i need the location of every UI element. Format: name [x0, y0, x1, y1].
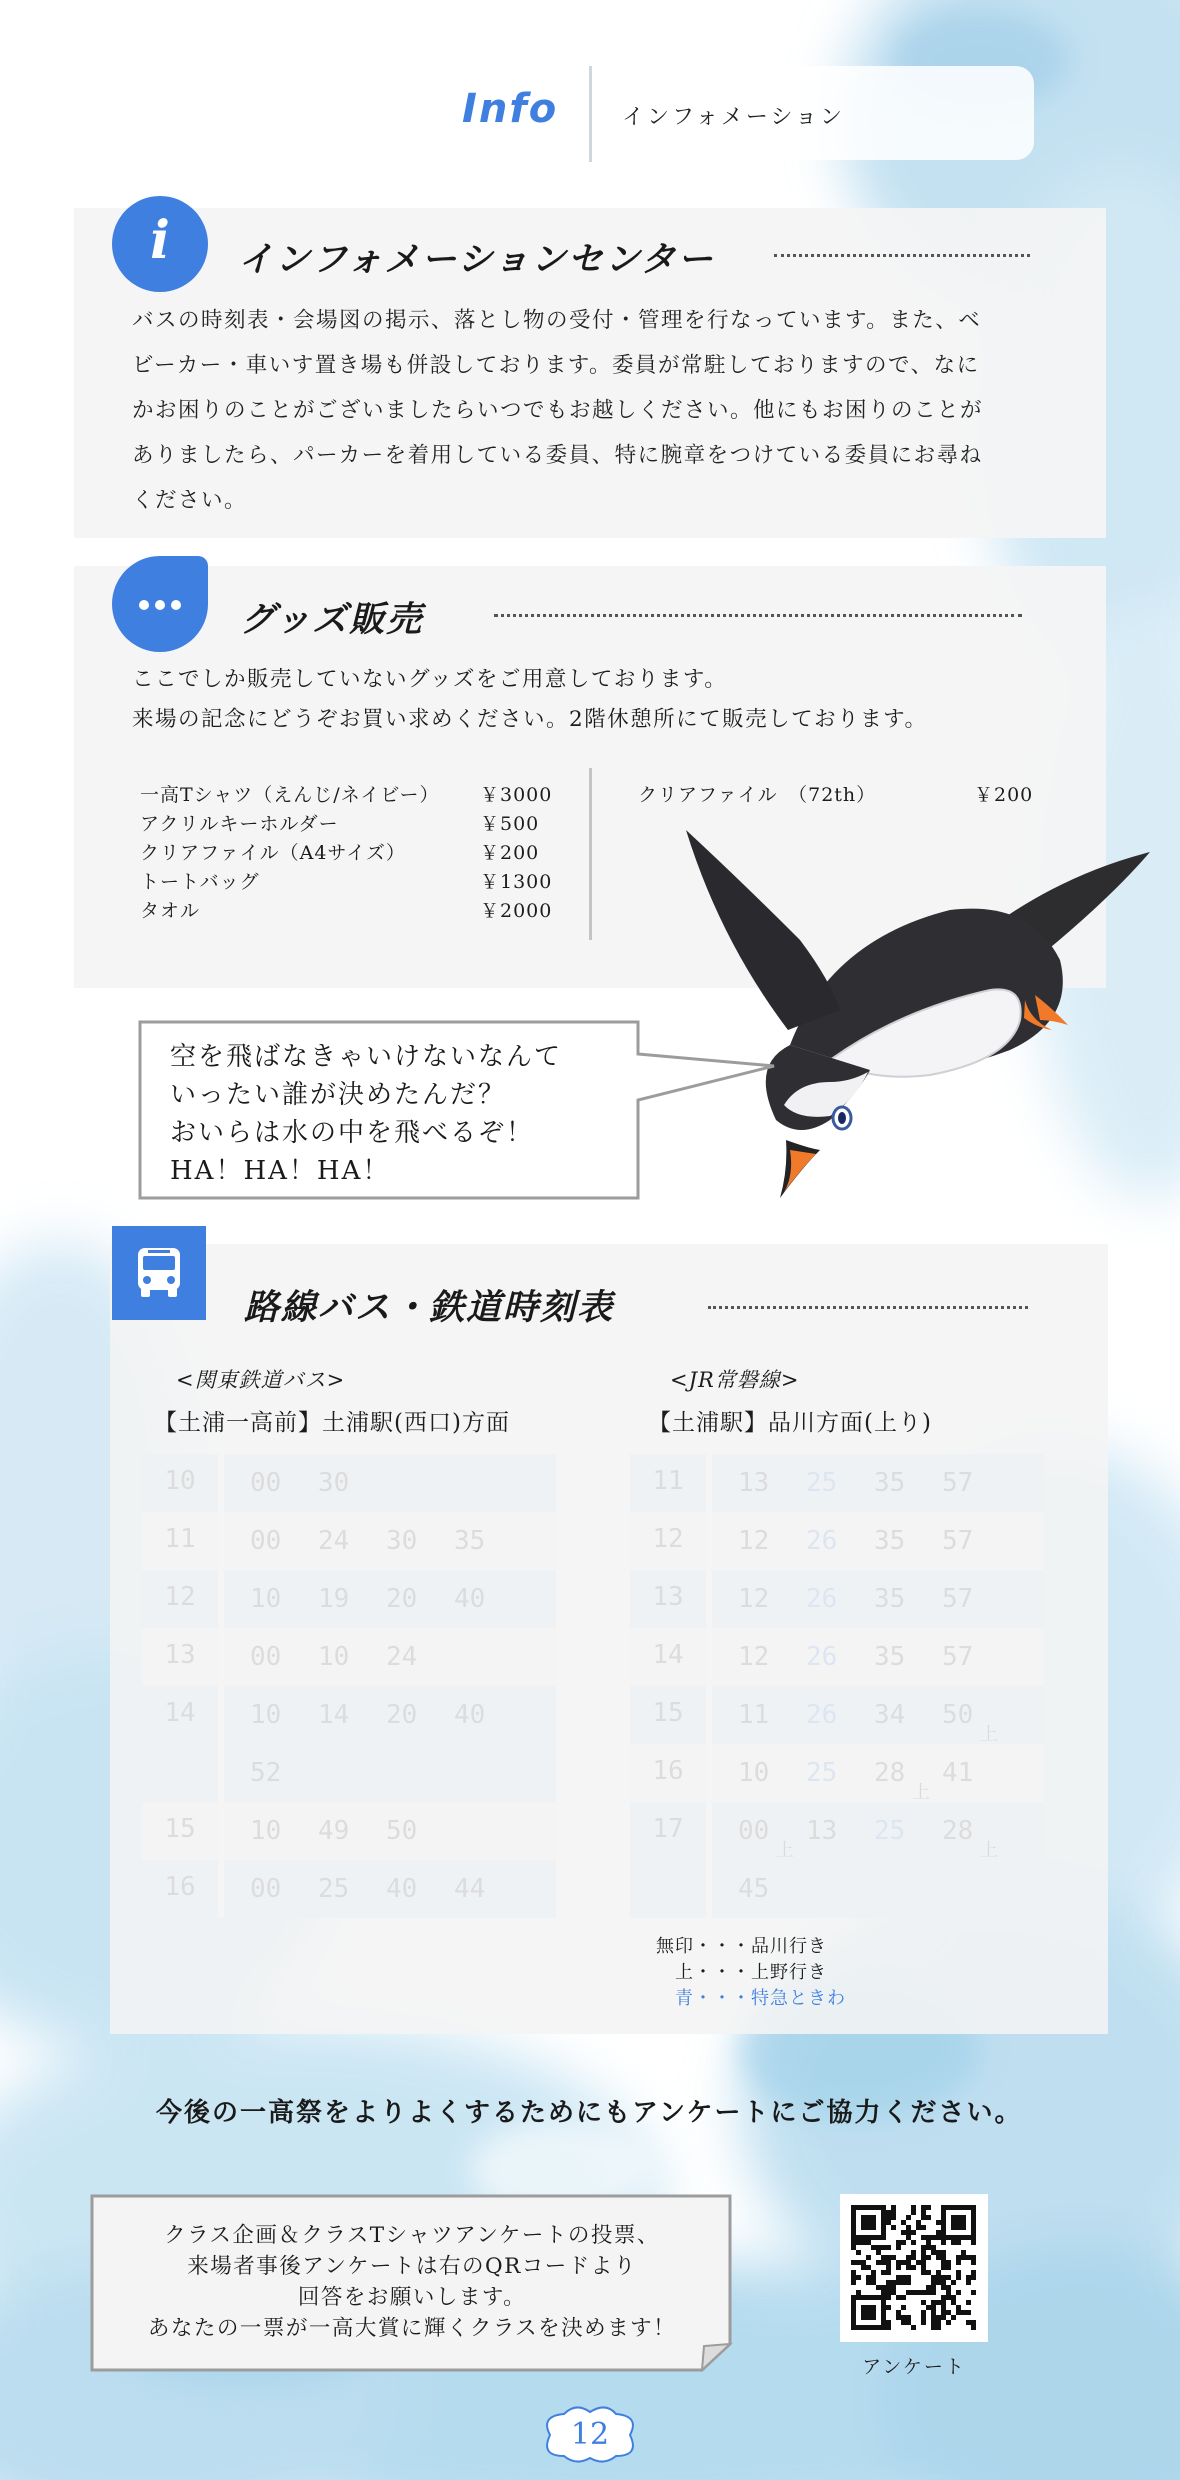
bus-operator: <関東鉄道バス>: [176, 1368, 346, 1392]
note-line: クラス企画＆クラスTシャツアンケートの投票、: [164, 2223, 660, 2248]
goods-item-name: タオル: [140, 900, 201, 922]
goods-item-price: ￥3000: [480, 784, 553, 806]
goods-item-name: クリアファイル （72th）: [638, 784, 877, 806]
speech-line: 空を飛ばなきゃいけないなんて: [170, 1042, 563, 1072]
train-legend: [656, 1934, 846, 2012]
timetable-title: 路線バス・鉄道時刻表: [244, 1287, 615, 1328]
goods-body: [132, 660, 927, 740]
speech-line: いったい誰が決めたんだ？: [170, 1080, 507, 1110]
speech-line: HA！HA！HA！: [170, 1156, 391, 1186]
bus-route: 【土浦一高前】土浦駅(西口)方面: [154, 1410, 510, 1436]
body-line: ありましたら、パーカーを着用している委員、特に腕章をつけている委員にお尋ね: [132, 443, 983, 468]
goods-list-right: [638, 780, 1038, 820]
goods-list-left: [140, 780, 560, 930]
goods-item-name: アクリルキーホルダー: [140, 813, 339, 835]
qr-code[interactable]: [840, 2194, 988, 2342]
body-line: バスの時刻表・会場図の掲示、落とし物の受付・管理を行なっています。また、ベ: [132, 308, 982, 333]
goods-item-name: 一高Tシャツ（えんじ/ネイビー）: [140, 784, 440, 806]
body-line: 来場の記念にどうぞお買い求めください。2階休憩所にて販売しております。: [132, 707, 928, 732]
speech-bubble-text: [170, 1038, 562, 1190]
body-line: ください。: [132, 488, 248, 513]
speech-line: おいらは水の中を飛べるぞ！: [170, 1118, 535, 1148]
goods-divider: [589, 768, 592, 940]
train-operator: <JR常磐線>: [670, 1368, 800, 1392]
more-dots-icon: [112, 556, 208, 652]
body-line: ビーカー・車いす置き場も併設しております。委員が常駐しておりますので、なに: [132, 353, 980, 378]
survey-note: [92, 2220, 732, 2344]
info-center-title: インフォメーションセンター: [238, 239, 715, 280]
title-dots: [774, 254, 1030, 257]
goods-item-price: ￥2000: [480, 900, 553, 922]
timetable-panel: [110, 1244, 1108, 2034]
info-icon: i: [112, 196, 208, 292]
info-center-body: [132, 298, 1072, 523]
qr-label: アンケート: [862, 2356, 966, 2378]
goods-item-price: ￥200: [480, 842, 540, 864]
legend-item: 青・・・特急ときわ: [656, 1988, 846, 2009]
goods-item-price: ￥1300: [480, 871, 553, 893]
body-line: かお困りのことがございましたらいつでもお越しください。他にもお困りのことが: [132, 398, 984, 423]
train-route: 【土浦駅】品川方面(上り): [648, 1410, 932, 1436]
goods-title: グッズ販売: [240, 599, 424, 640]
goods-item-name: クリアファイル（A4サイズ）: [140, 842, 406, 864]
header-divider: [589, 66, 592, 162]
note-line: 回答をお願いします。: [297, 2285, 527, 2310]
goods-item-name: トートバッグ: [140, 871, 260, 893]
page-number: 12: [570, 2417, 610, 2452]
header-title-jp: インフォメーション: [622, 105, 846, 130]
legend-item: 上・・・上野行き: [656, 1962, 827, 1983]
goods-item-price: ￥200: [974, 784, 1034, 806]
header-title-en: Info: [462, 86, 559, 132]
survey-message: 今後の一高祭をよりよくするためにもアンケートにご協力ください。: [156, 2098, 1023, 2128]
legend-item: 無印・・・品川行き: [656, 1936, 827, 1957]
bus-icon: [112, 1226, 206, 1320]
goods-item-price: ￥500: [480, 813, 540, 835]
title-dots: [708, 1306, 1028, 1309]
body-line: ここでしか販売していないグッズをご用意しております。: [132, 667, 728, 692]
note-line: 来場者事後アンケートは右のQRコードより: [187, 2254, 637, 2279]
title-dots: [494, 614, 1022, 617]
note-line: あなたの一票が一高大賞に輝くクラスを決めます！: [147, 2316, 677, 2341]
